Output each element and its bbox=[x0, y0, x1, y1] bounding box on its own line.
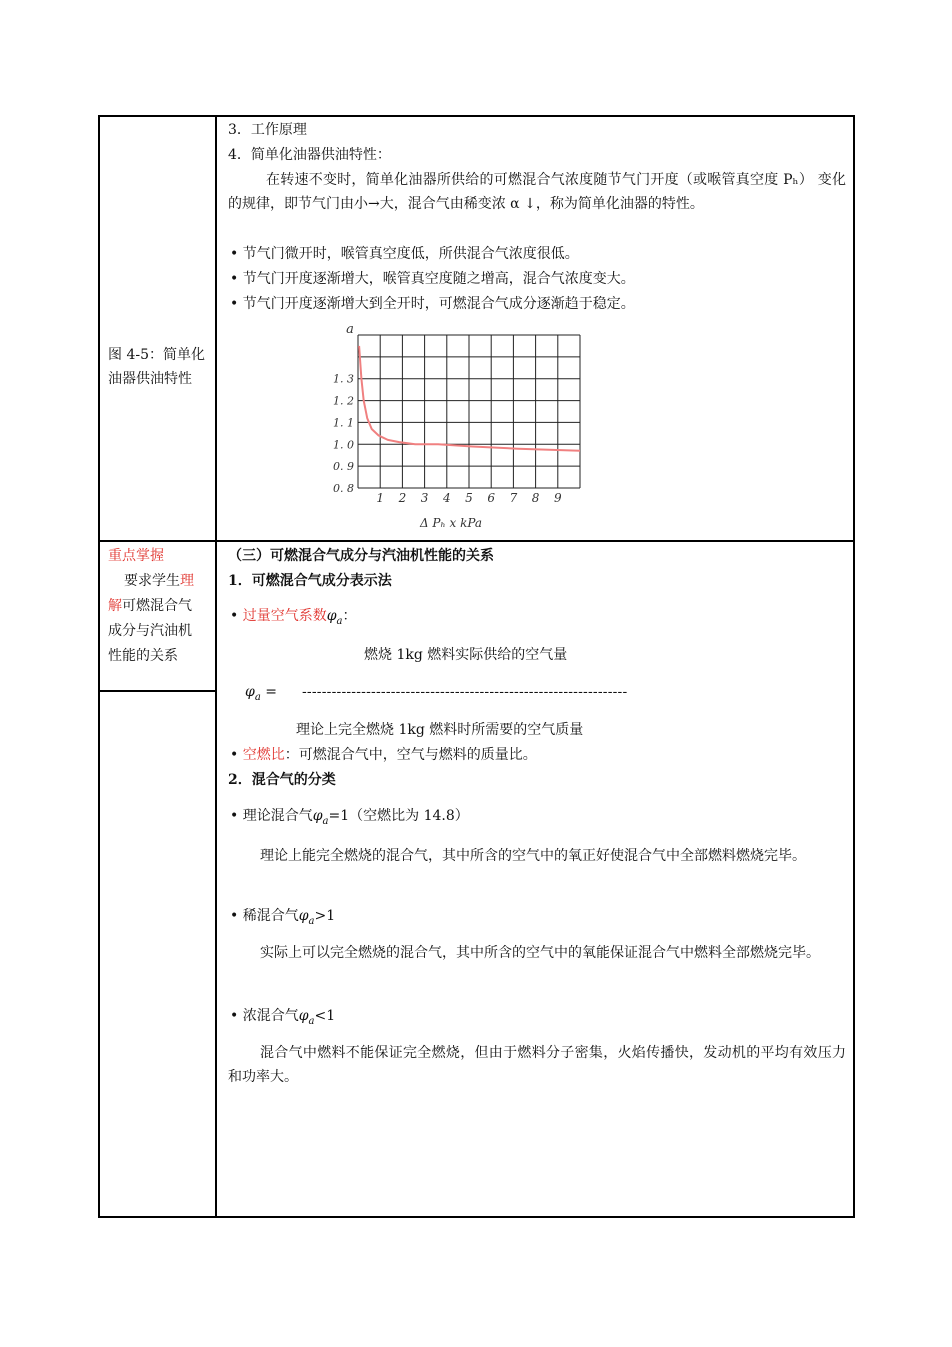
x-tick-label: 6 bbox=[487, 491, 496, 505]
formula-fraction-line: ------------------------------------------------------------------ bbox=[302, 684, 628, 700]
phi-symbol: $\varphi_a$ bbox=[326, 608, 343, 627]
section-heading-3: （三）可燃混合气成分与汽油机性能的关系 bbox=[228, 548, 494, 564]
column-divider bbox=[215, 115, 217, 1218]
key-point-line-4: 性能的关系 bbox=[108, 648, 178, 664]
y-tick-label: 1. 2 bbox=[333, 394, 354, 408]
bullet-throttle-increasing: • 节气门开度逐渐增大，喉管真空度随之增高，混合气浓度变大。 bbox=[230, 271, 635, 287]
row-divider bbox=[98, 540, 855, 542]
lean-mixture-line bbox=[230, 906, 335, 932]
y-tick-label: 0. 8 bbox=[333, 482, 354, 495]
phi-symbol: $\varphi_a$ bbox=[298, 908, 315, 927]
x-tick-label: 9 bbox=[553, 491, 562, 505]
section-heading-characteristic: 4．简单化油器供油特性： bbox=[228, 147, 391, 163]
carburetor-characteristic-chart bbox=[320, 320, 610, 535]
series-line bbox=[359, 346, 580, 451]
excess-air-label: 过量空气系数 bbox=[242, 608, 327, 624]
key-point-text-1b: 理 bbox=[180, 573, 194, 589]
bullet-throttle-full: • 节气门开度逐渐增大到全开时，可燃混合气成分逐渐趋于稳定。 bbox=[230, 296, 635, 312]
stoichiometric-mixture-line bbox=[230, 806, 469, 832]
air-fuel-bullet: • bbox=[230, 747, 239, 763]
rich-mixture-line bbox=[230, 1006, 335, 1032]
rich-description: 混合气中燃料不能保证完全燃烧，但由于燃料分子密集，火焰传播快，发动机的平均有效压力和功率大。 bbox=[228, 1045, 846, 1085]
figure-label: 图 4-5：简单化油器供油特性 bbox=[108, 347, 205, 387]
air-fuel-ratio-line bbox=[230, 745, 537, 765]
phi-symbol: $\varphi_a$ bbox=[298, 1008, 315, 1027]
subheading-representation: 1．可燃混合气成分表示法 bbox=[228, 573, 392, 589]
phi-symbol: $\varphi_a$ bbox=[245, 684, 261, 703]
air-fuel-text: ：可燃混合气中，空气与燃料的质量比。 bbox=[284, 747, 537, 763]
formula-numerator: 燃烧 1kg 燃料实际供给的空气量 bbox=[364, 647, 568, 663]
x-tick-label: 4 bbox=[442, 491, 451, 505]
formula-denominator: 理论上完全燃烧 1kg 燃料时所需要的空气质量 bbox=[296, 722, 584, 738]
phi-symbol: $\varphi_a$ bbox=[312, 808, 329, 827]
x-axis-label: Δ Pₕ x kPa bbox=[419, 516, 483, 530]
section-heading-principle: 3．工作原理 bbox=[228, 122, 307, 138]
key-point-line-2 bbox=[108, 596, 192, 616]
y-tick-label: 1. 3 bbox=[333, 372, 354, 386]
excess-air-colon: ： bbox=[342, 608, 357, 624]
x-tick-label: 3 bbox=[420, 491, 429, 505]
formula-lhs bbox=[245, 682, 277, 708]
x-tick-label: 7 bbox=[509, 491, 518, 505]
lean-value: >1 bbox=[314, 908, 336, 924]
key-point-text-1a: 要求学生 bbox=[124, 573, 180, 589]
rich-label: • 浓混合气 bbox=[230, 1008, 299, 1024]
y-tick-label: 1. 1 bbox=[333, 416, 354, 430]
characteristic-paragraph: 在转速不变时，简单化油器所供给的可燃混合气浓度随节气门开度（或喉管真空度 Pₕ） 变化的规律，即节气门由小→大，混合气由稀变浓 α ↓，称为简单化油器的特性。 bbox=[228, 172, 846, 212]
y-tick-label: 0. 9 bbox=[333, 460, 354, 474]
excess-air-line bbox=[230, 606, 357, 632]
y-axis-label: a bbox=[346, 322, 354, 337]
stoich-value: =1（空燃比为 14.8） bbox=[328, 808, 469, 824]
x-tick-label: 1 bbox=[376, 491, 385, 505]
bullet-throttle-slight: • 节气门微开时，喉管真空度低，所供混合气浓度很低。 bbox=[230, 246, 579, 262]
stoich-label: • 理论混合气 bbox=[230, 808, 313, 824]
lean-description: 实际上可以完全燃烧的混合气，其中所含的空气中的氧能保证混合气中燃料全部燃烧完毕。 bbox=[260, 945, 820, 961]
key-point-line-3: 成分与汽油机 bbox=[108, 623, 192, 639]
excess-air-bullet: • bbox=[230, 608, 239, 624]
x-tick-label: 5 bbox=[465, 491, 473, 505]
key-point-title: 重点掌握 bbox=[108, 548, 164, 564]
stoichiometric-description: 理论上能完全燃烧的混合气，其中所含的空气中的氧正好使混合气中全部燃料燃烧完毕。 bbox=[260, 848, 806, 864]
key-point-text-2a: 解 bbox=[108, 598, 122, 614]
formula-equals: = bbox=[265, 684, 277, 700]
subheading-classification: 2．混合气的分类 bbox=[228, 772, 336, 788]
air-fuel-label: 空燃比 bbox=[242, 747, 285, 763]
key-point-line-1 bbox=[124, 571, 194, 591]
left-cell-divider bbox=[98, 690, 217, 692]
x-tick-label: 8 bbox=[531, 491, 540, 505]
lean-label: • 稀混合气 bbox=[230, 908, 299, 924]
y-tick-label: 1. 0 bbox=[333, 438, 354, 452]
rich-value: <1 bbox=[314, 1008, 336, 1024]
key-point-text-2b: 可燃混合气 bbox=[122, 598, 192, 614]
x-tick-label: 2 bbox=[398, 491, 407, 505]
